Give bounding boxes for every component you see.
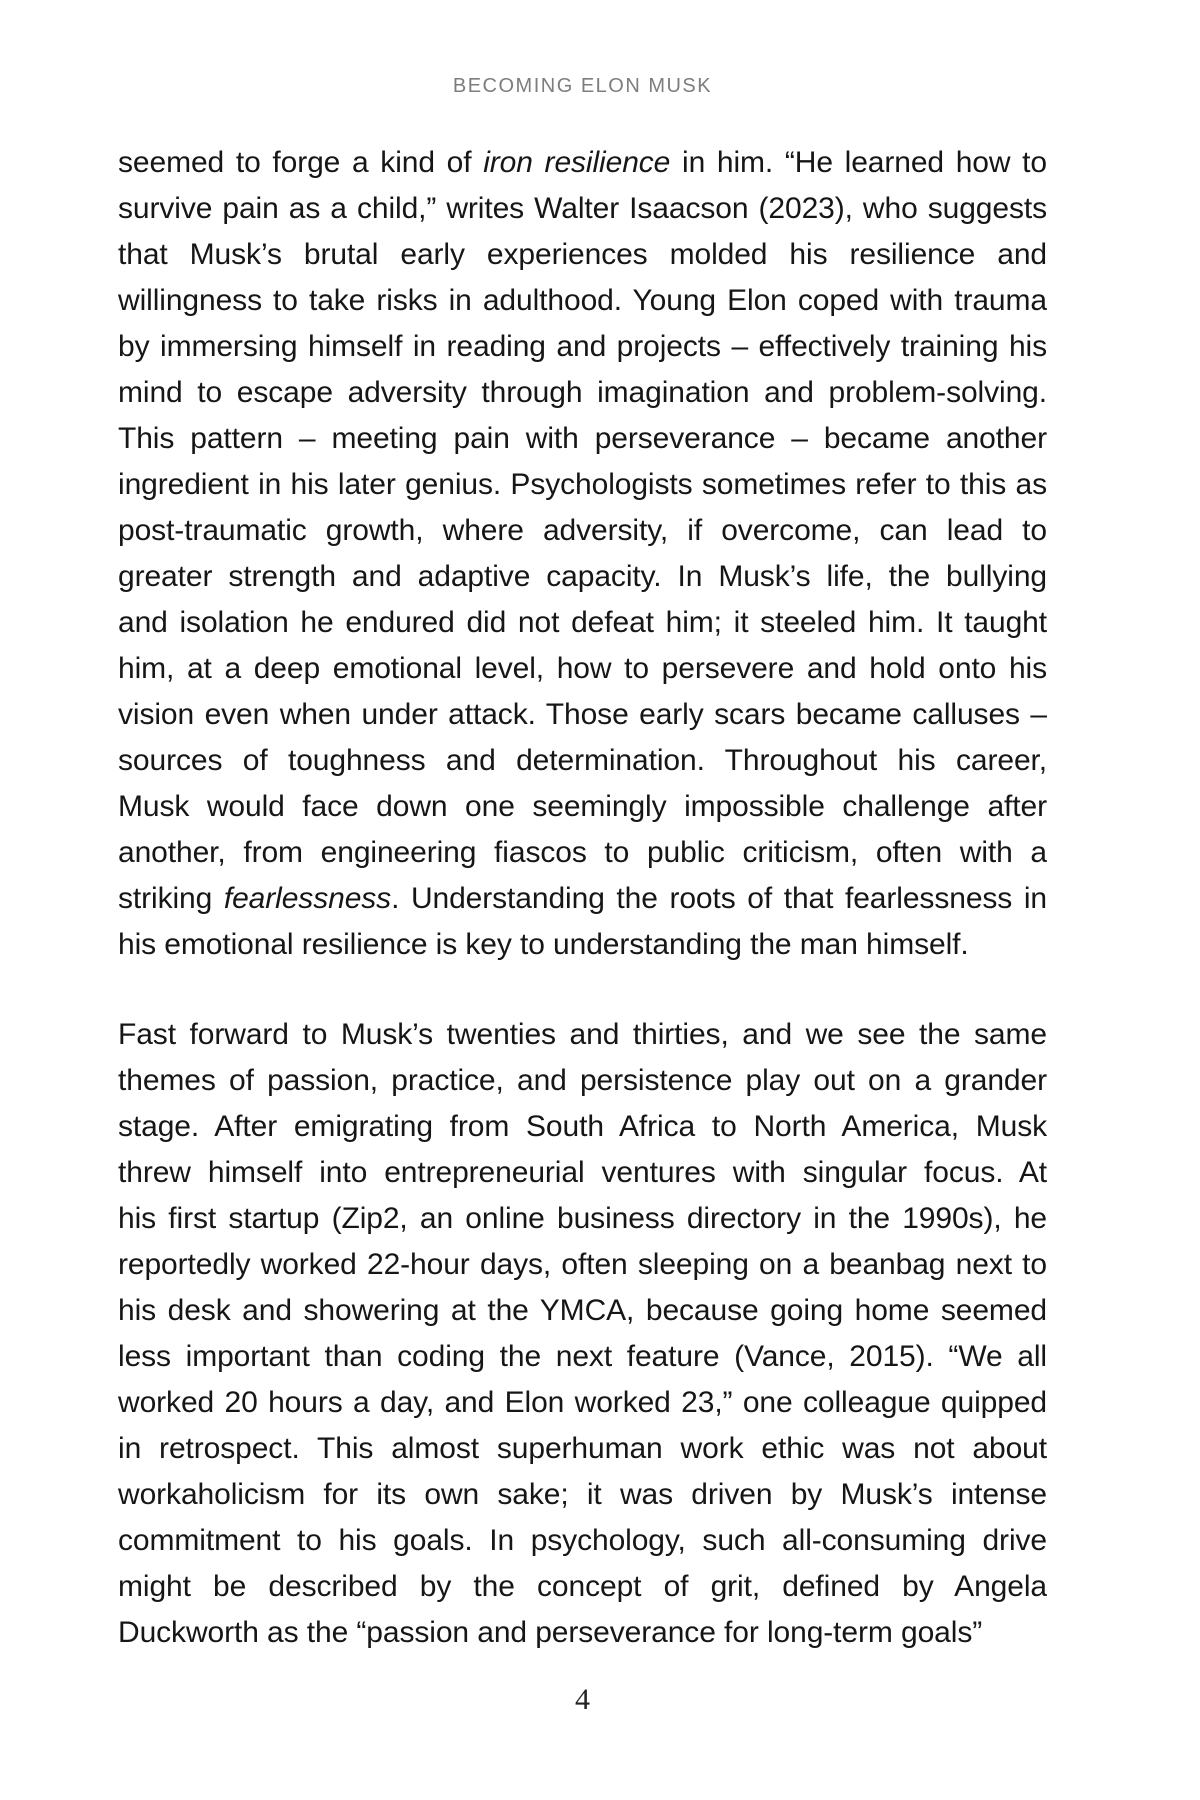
paragraph — [118, 140, 1047, 968]
italic-text-segment: fearlessness — [223, 882, 392, 915]
text-line — [118, 186, 1047, 232]
text-segment: him, at a deep emotional level, how to persevere and hold onto his — [118, 652, 1047, 685]
text-segment: themes of passion, practice, and persistence play out on a grander — [118, 1064, 1047, 1097]
text-segment: striking — [118, 882, 224, 915]
text-segment: might be described by the concept of grit, defined by Angela — [118, 1570, 1047, 1603]
text-segment: ingredient in his later genius. Psychologists sometimes refer to this as — [118, 468, 1047, 501]
text-segment: by immersing himself in reading and projects – effectively training his — [118, 330, 1047, 363]
text-line — [118, 1150, 1047, 1196]
text-line — [118, 278, 1047, 324]
text-line — [118, 232, 1047, 278]
text-line — [118, 462, 1047, 508]
text-segment: Musk would face down one seemingly impossible challenge after — [118, 790, 1047, 823]
text-segment: mind to escape adversity through imagination and problem-solving. — [118, 376, 1047, 409]
text-line — [118, 370, 1047, 416]
text-line — [118, 1104, 1047, 1150]
text-line — [118, 508, 1047, 554]
text-line — [118, 830, 1047, 876]
body-text — [118, 140, 1047, 1656]
text-segment: sources of toughness and determination. Throughout his career, — [118, 744, 1047, 777]
text-line — [118, 1058, 1047, 1104]
text-line — [118, 646, 1047, 692]
text-segment: workaholicism for its own sake; it was driven by Musk’s intense — [118, 1478, 1047, 1511]
text-line — [118, 1564, 1047, 1610]
text-segment: greater strength and adaptive capacity. In Musk’s life, the bullying — [118, 560, 1047, 593]
text-segment: and isolation he endured did not defeat him; it steeled him. It taught — [118, 606, 1047, 639]
text-segment: Duckworth as the “passion and perseverance for long-term goals” — [118, 1616, 983, 1649]
text-segment: seemed to forge a kind of — [118, 146, 484, 179]
running-header: BECOMING ELON MUSK — [452, 75, 713, 97]
text-line — [118, 1242, 1047, 1288]
text-segment: reportedly worked 22-hour days, often sleeping on a beanbag next to — [118, 1248, 1047, 1281]
text-segment: post-traumatic growth, where adversity, if overcome, can lead to — [118, 514, 1047, 547]
text-segment: his emotional resilience is key to understanding the man himself. — [118, 928, 969, 961]
text-segment: . Understanding the roots of that fearlessness in — [391, 882, 1047, 915]
text-line — [118, 600, 1047, 646]
text-line — [118, 1426, 1047, 1472]
text-segment: his first startup (Zip2, an online business directory in the 1990s), he — [118, 1202, 1047, 1235]
text-segment: This pattern – meeting pain with perseverance – became another — [118, 422, 1047, 455]
text-segment: his desk and showering at the YMCA, because going home seemed — [118, 1294, 1047, 1327]
text-line — [118, 738, 1047, 784]
text-line — [118, 416, 1047, 462]
text-line — [118, 1610, 1047, 1656]
text-segment: another, from engineering fiascos to public criticism, often with a — [118, 836, 1047, 869]
text-segment: less important than coding the next feature (Vance, 2015). “We all — [118, 1340, 1047, 1373]
text-line — [118, 1380, 1047, 1426]
text-segment: Fast forward to Musk’s twenties and thirties, and we see the same — [118, 1018, 1047, 1051]
text-segment: threw himself into entrepreneurial ventures with singular focus. At — [118, 1156, 1047, 1189]
text-line — [118, 1012, 1047, 1058]
text-line — [118, 140, 1047, 186]
text-line — [118, 876, 1047, 922]
text-segment: worked 20 hours a day, and Elon worked 23,” one colleague quipped — [118, 1386, 1047, 1419]
text-segment: that Musk’s brutal early experiences molded his resilience and — [118, 238, 1047, 271]
text-line — [118, 1518, 1047, 1564]
text-segment: in retrospect. This almost superhuman work ethic was not about — [118, 1432, 1047, 1465]
text-line — [118, 922, 1047, 968]
text-line — [118, 554, 1047, 600]
text-segment: in him. “He learned how to — [670, 146, 1047, 179]
text-line — [118, 784, 1047, 830]
text-line — [118, 1472, 1047, 1518]
text-line — [118, 1288, 1047, 1334]
paragraph — [118, 1012, 1047, 1656]
text-segment: vision even when under attack. Those early scars became calluses – — [118, 698, 1047, 731]
text-line — [118, 1334, 1047, 1380]
text-segment: survive pain as a child,” writes Walter Isaacson (2023), who suggests — [118, 192, 1047, 225]
page-number: 4 — [575, 1683, 590, 1716]
italic-text-segment: iron resilience — [483, 146, 671, 179]
text-segment: willingness to take risks in adulthood. Young Elon coped with trauma — [118, 284, 1047, 317]
text-line — [118, 324, 1047, 370]
text-line — [118, 692, 1047, 738]
text-line — [118, 1196, 1047, 1242]
text-segment: commitment to his goals. In psychology, such all-consuming drive — [118, 1524, 1047, 1557]
text-segment: stage. After emigrating from South Africa to North America, Musk — [118, 1110, 1047, 1143]
